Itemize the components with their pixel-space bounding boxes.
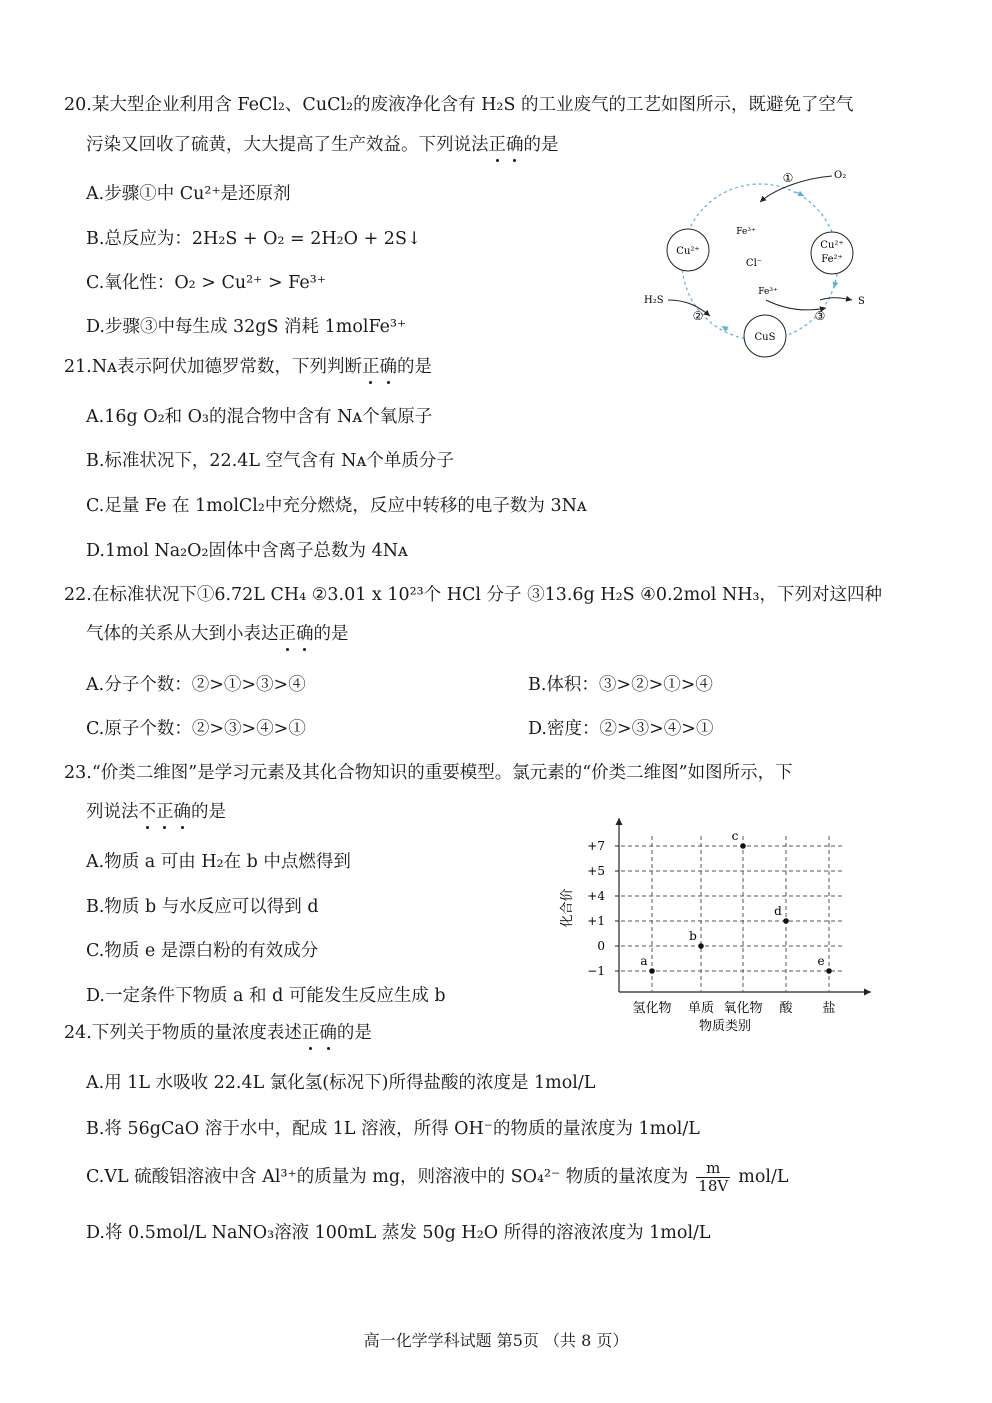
q22-stem-line2 [86, 622, 349, 646]
data-point-label: a [640, 954, 648, 968]
q24-stem [64, 1021, 372, 1045]
data-point [740, 843, 746, 849]
fe-top-label: Fe³⁺ [736, 227, 756, 237]
step1-label: ① [782, 171, 794, 185]
q20-stem-text: 污染又回收了硫黄，大大提高了生产效益。下列说法 [86, 135, 489, 155]
fe-bot-label: Fe³⁺ [758, 287, 778, 297]
data-point-label: c [731, 829, 739, 843]
y-tick-label: −1 [587, 964, 605, 978]
emphasis-char: 正 [278, 624, 296, 644]
q23-valence-chart [555, 812, 885, 1044]
q20-option-a: A.步骤①中 Cu²⁺是还原剂 [86, 184, 291, 204]
q22-stem-text: 气体的关系从大到小表达 [86, 624, 279, 644]
y-axis-label: 化合价 [560, 888, 575, 928]
q23-stem-line1: 23.“价类二维图”是学习元素及其化合物知识的重要模型。氯元素的“价类二维图”如图所示，下 [64, 763, 793, 783]
emphasis-char: 确 [319, 1023, 337, 1043]
q23-option-a: A.物质 a 可由 H₂在 b 中点燃得到 [86, 852, 351, 872]
page-footer: 高一化学学科试题 第5页 （共 8 页） [363, 1331, 629, 1350]
q20-option-d: D.步骤③中每生成 32gS 消耗 1molFe³⁺ [86, 317, 407, 337]
emphasis-char: 正 [301, 1023, 320, 1043]
q24-option-c-unit: mol/L [738, 1167, 789, 1187]
o2-label: O₂ [834, 170, 847, 181]
q24-option-a: A.用 1L 水吸收 22.4L 氯化氢(标况下)所得盐酸的浓度是 1mol/L [86, 1073, 596, 1093]
y-tick-label: 0 [597, 939, 605, 953]
q24-option-c-text: C.VL 硫酸铝溶液中含 Al³⁺的质量为 mg，则溶液中的 SO₄²⁻ 物质的量浓度为 [86, 1167, 689, 1187]
fraction-numerator: m [696, 1160, 730, 1178]
emphasis-char: 确 [296, 624, 314, 644]
q22-stem-tail: 的是 [313, 624, 349, 644]
data-point [826, 968, 832, 974]
x-category-label: 盐 [822, 1001, 836, 1016]
y-tick-label: +4 [587, 889, 605, 903]
q21-option-b: B.标准状况下，22.4L 空气含有 Nᴀ个单质分子 [86, 451, 454, 471]
data-point [649, 968, 655, 974]
q22-option-b: B.体积：③>②>①>④ [528, 675, 713, 695]
data-point [783, 918, 789, 924]
x-category-label: 单质 [687, 1001, 715, 1016]
q22-stem-line1: 22.在标准状况下①6.72L CH₄ ②3.01 x 10²³个 HCl 分子 ③13.6g H₂S ④0.2mol NH₃，下列对这四种 [64, 585, 883, 605]
emphasis-char: 不 [138, 802, 156, 822]
emphasis-char: 正 [488, 135, 506, 155]
q23-option-c: C.物质 e 是漂白粉的有效成分 [86, 941, 319, 961]
q20-stem-tail: 的是 [523, 135, 559, 155]
cu-label: Cu²⁺ [676, 246, 700, 257]
cl-label: Cl⁻ [745, 258, 763, 269]
cus-label: CuS [754, 332, 776, 343]
q24-option-d: D.将 0.5mol/L NaNO₃溶液 100mL 蒸发 50g H₂O 所得的溶液浓度为 1mol/L [86, 1223, 711, 1243]
q22-option-d: D.密度：②>③>④>① [528, 719, 714, 739]
y-tick-label: +1 [587, 914, 605, 928]
x-axis-label: 物质类别 [698, 1019, 752, 1034]
cufe-node [811, 232, 853, 274]
q22-option-a: A.分子个数：②>①>③>④ [86, 675, 306, 695]
q23-option-d: D.一定条件下物质 a 和 d 可能发生反应生成 b [86, 986, 446, 1006]
cufe-label-2: Fe²⁺ [821, 254, 843, 265]
cufe-label-1: Cu²⁺ [820, 240, 844, 251]
q20-stem-line2 [86, 133, 559, 157]
x-category-label: 氢化物 [632, 1001, 672, 1016]
q21-stem-tail: 的是 [397, 357, 433, 377]
emphasis-char: 正 [156, 802, 174, 822]
q23-option-b: B.物质 b 与水反应可以得到 d [86, 897, 319, 917]
data-point [698, 943, 704, 949]
data-point-label: d [774, 904, 782, 918]
emphasis-char: 正 [362, 357, 380, 377]
emphasis-char: 确 [506, 135, 524, 155]
q21-option-d: D.1mol Na₂O₂固体中含离子总数为 4Nᴀ [86, 541, 408, 561]
x-category-label: 氧化物 [723, 1001, 763, 1016]
fraction [696, 1160, 730, 1195]
emphasis-char: 确 [173, 802, 191, 822]
q21-stem-text: 21.Nᴀ表示阿伏加德罗常数，下列判断 [64, 357, 363, 377]
data-point-label: e [817, 954, 825, 968]
data-point-label: b [689, 929, 697, 943]
s-label: S [858, 296, 865, 307]
q24-option-c [86, 1160, 788, 1195]
q20-cycle-diagram [636, 160, 876, 360]
fraction-denominator: 18V [698, 1177, 729, 1195]
h2s-label: H₂S [644, 295, 664, 306]
q21-stem [64, 355, 432, 379]
q24-stem-text: 24.下列关于物质的量浓度表述 [64, 1023, 302, 1043]
q21-option-a: A.16g O₂和 O₃的混合物中含有 Nᴀ个氧原子 [86, 407, 433, 427]
q20-stem-line1: 20.某大型企业利用含 FeCl₂、CuCl₂的废液净化含有 H₂S 的工业废气的工艺如图所示，既避免了空气 [64, 95, 854, 115]
q20-option-b: B.总反应为：2H₂S + O₂ = 2H₂O + 2S↓ [86, 229, 422, 249]
y-tick-label: +5 [587, 864, 605, 878]
q20-option-c: C.氧化性：O₂ > Cu²⁺ > Fe³⁺ [86, 273, 326, 293]
q23-stem-line2 [86, 800, 226, 824]
x-category-label: 酸 [779, 1001, 793, 1016]
step3-label: ③ [814, 309, 826, 323]
step2-label: ② [692, 309, 704, 323]
q23-stem-tail: 的是 [191, 802, 226, 822]
q23-stem-text: 列说法 [86, 802, 139, 822]
q21-option-c: C.足量 Fe 在 1molCl₂中充分燃烧，反应中转移的电子数为 3Nᴀ [86, 496, 587, 516]
q22-option-c: C.原子个数：②>③>④>① [86, 719, 306, 739]
q24-option-b: B.将 56gCaO 溶于水中，配成 1L 溶液，所得 OH⁻的物质的量浓度为 1mol/L [86, 1119, 700, 1139]
y-tick-label: +7 [587, 839, 605, 853]
emphasis-char: 确 [379, 357, 398, 377]
q24-stem-tail: 的是 [336, 1023, 372, 1043]
